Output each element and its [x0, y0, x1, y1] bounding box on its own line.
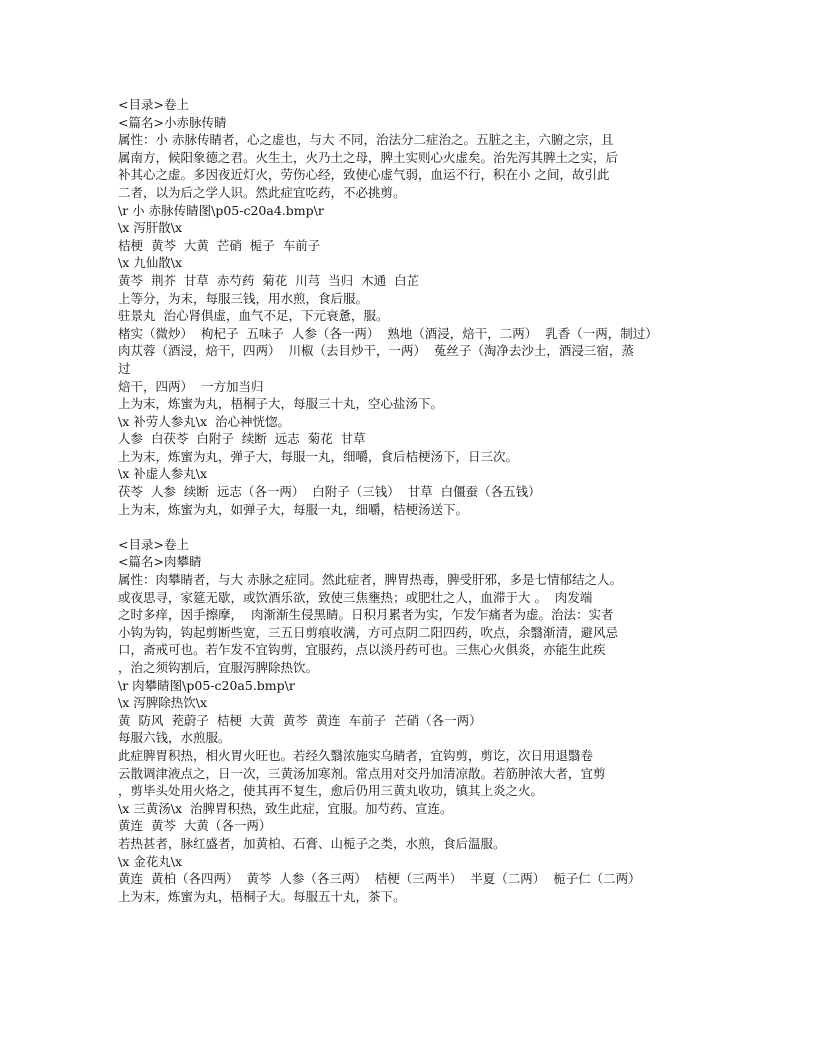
text-line: 黄连 黄柏（各四两） 黄芩 人参（各三两） 桔梗（三两半） 半夏（二两） 栀子仁（二两）: [118, 871, 641, 887]
text-line: 上为末，炼蜜为丸，梧桐子大，每服三十丸，空心盐汤下。: [118, 396, 444, 412]
text-line: 焙干，四两） 一方加当归: [118, 378, 264, 394]
text-line: 或夜思寻，家筵无歇，或饮酒乐欲，致使三焦壅热；或肥壮之人，血滞于大 。 肉发端: [118, 589, 593, 605]
text-line: 补其心之虚。多因夜近灯火，劳伤心经，致使心虚气弱，血运不行，积在小 之间，故引此: [118, 167, 610, 183]
text-line: 楮实（微炒） 枸杞子 五味子 人参（各一两） 熟地（酒浸，焙干，二两） 乳香（一两，制过）: [118, 325, 658, 341]
text-line: 黄芩 荆芥 甘草 赤芍药 菊花 川芎 当归 木通 白芷: [118, 272, 420, 288]
text-line: <篇名>小赤脉传睛: [118, 114, 227, 130]
text-line: 过: [118, 360, 131, 376]
text-line: 驻景丸 治心肾俱虚，血气不足，下元衰惫，服。: [118, 308, 389, 324]
section-rou-panjing: [118, 536, 718, 905]
text-line: \r 肉攀睛图\p05-c20a5.bmp\r: [118, 677, 295, 693]
text-line: \x 三黄汤\x 治脾胃积热，致生此症，宜服。加芍药、宣连。: [118, 800, 453, 816]
text-line: 属性：小 赤脉传睛者，心之虚也，与大 不同，治法分二症治之。五脏之主，六腑之宗，且: [118, 132, 614, 148]
document-page: [118, 96, 718, 905]
text-line: 此症脾胃积热，相火胃火旺也。若经久翳浓施实乌睛者，宜钩剪，剪讫，次日用退翳卷: [118, 747, 594, 763]
text-line: 每服六钱，水煎服。: [118, 730, 231, 746]
text-line: 上为末，炼蜜为丸，弹子大，每服一丸，细嚼，食后桔梗汤下，日三次。: [118, 448, 519, 464]
text-line: 上为末，炼蜜为丸，如弹子大，每服一丸，细嚼，桔梗汤送下。: [118, 501, 469, 517]
text-line: 小钩为钩，钩起剪断些宽，三五日剪痕收满，方可点阴二阳四药，吹点，余翳渐清，避风忌: [118, 624, 619, 640]
text-line: \x 补虚人参丸\x: [118, 466, 207, 482]
text-line: 云散调津液点之，日一次，三黄汤加寒剂。常点用对交丹加清凉散。若筋肿浓大者，宜剪: [118, 765, 606, 781]
text-line: 属性：肉攀睛者，与大 赤脉之症同。然此症者，脾胃热毒，脾受肝邪，多是七情郁结之人。: [118, 572, 622, 588]
text-line: 黄 防风 茺蔚子 桔梗 大黄 黄芩 黄连 车前子 芒硝（各一两）: [118, 712, 482, 728]
text-line: 上等分，为末，每服三钱，用水煎，食后服。: [118, 290, 369, 306]
text-line: 桔梗 黄芩 大黄 芒硝 栀子 车前子: [118, 237, 321, 253]
text-line: \x 泻脾除热饮\x: [118, 695, 207, 711]
text-line: ，剪毕头处用火烙之，使其再不复生，愈后仍用三黄丸收功，镇其上炎之火。: [118, 783, 544, 799]
text-line: \x 金花丸\x: [118, 853, 182, 869]
text-line: <目录>卷上: [118, 536, 189, 552]
text-line: \x 九仙散\x: [118, 255, 182, 271]
text-line: <篇名>肉攀睛: [118, 554, 202, 570]
text-line: 口，斋戒可也。若乍发不宜钩剪，宜服药，点以淡丹药可也。三焦心火俱炎，亦能生此疾: [118, 642, 606, 658]
text-line: <目录>卷上: [118, 97, 189, 112]
text-line: \x 补劳人参丸\x 治心神恍惚。: [118, 413, 290, 429]
text-line: 肉苁蓉（酒浸，焙干，四两） 川椒（去目炒干，一两） 菟丝子（淘净去沙土，酒浸三宿，蒸: [118, 343, 634, 359]
text-line: 二者，以为后之学人识。然此症宜吃药，不必挑剪。: [118, 184, 406, 200]
text-line: 茯苓 人参 续断 远志（各一两） 白附子（三钱） 甘草 白僵蚕（各五钱）: [118, 484, 541, 500]
section-xiao-chimai-chuanjing: [118, 96, 718, 518]
text-line: 之时多痒，因手擦摩， 肉渐渐生侵黑睛。日积月累者为实，乍发乍痛者为虚。治法：实者: [118, 607, 614, 623]
text-line: 上为末，炼蜜为丸，梧桐子大。每服五十丸，茶下。: [118, 888, 406, 904]
text-line: 属南方，候阳象德之君。火生土，火乃土之母，脾土实则心火虚矣。治先泻其脾土之实，后: [118, 149, 619, 165]
text-line: ，治之须钩割后，宜服泻脾除热饮。: [118, 660, 319, 675]
text-line: \x 泻肝散\x: [118, 220, 182, 236]
text-line: 人参 白茯苓 白附子 续断 远志 菊花 甘草: [118, 431, 366, 447]
text-line: 黄连 黄芩 大黄（各一两）: [118, 818, 272, 834]
text-line: \r 小 赤脉传睛图\p05-c20a4.bmp\r: [118, 202, 324, 218]
text-line: 若热甚者，脉红盛者，加黄柏、石膏、山栀子之类，水煎，食后温服。: [118, 835, 506, 851]
section-divider: [118, 518, 718, 536]
